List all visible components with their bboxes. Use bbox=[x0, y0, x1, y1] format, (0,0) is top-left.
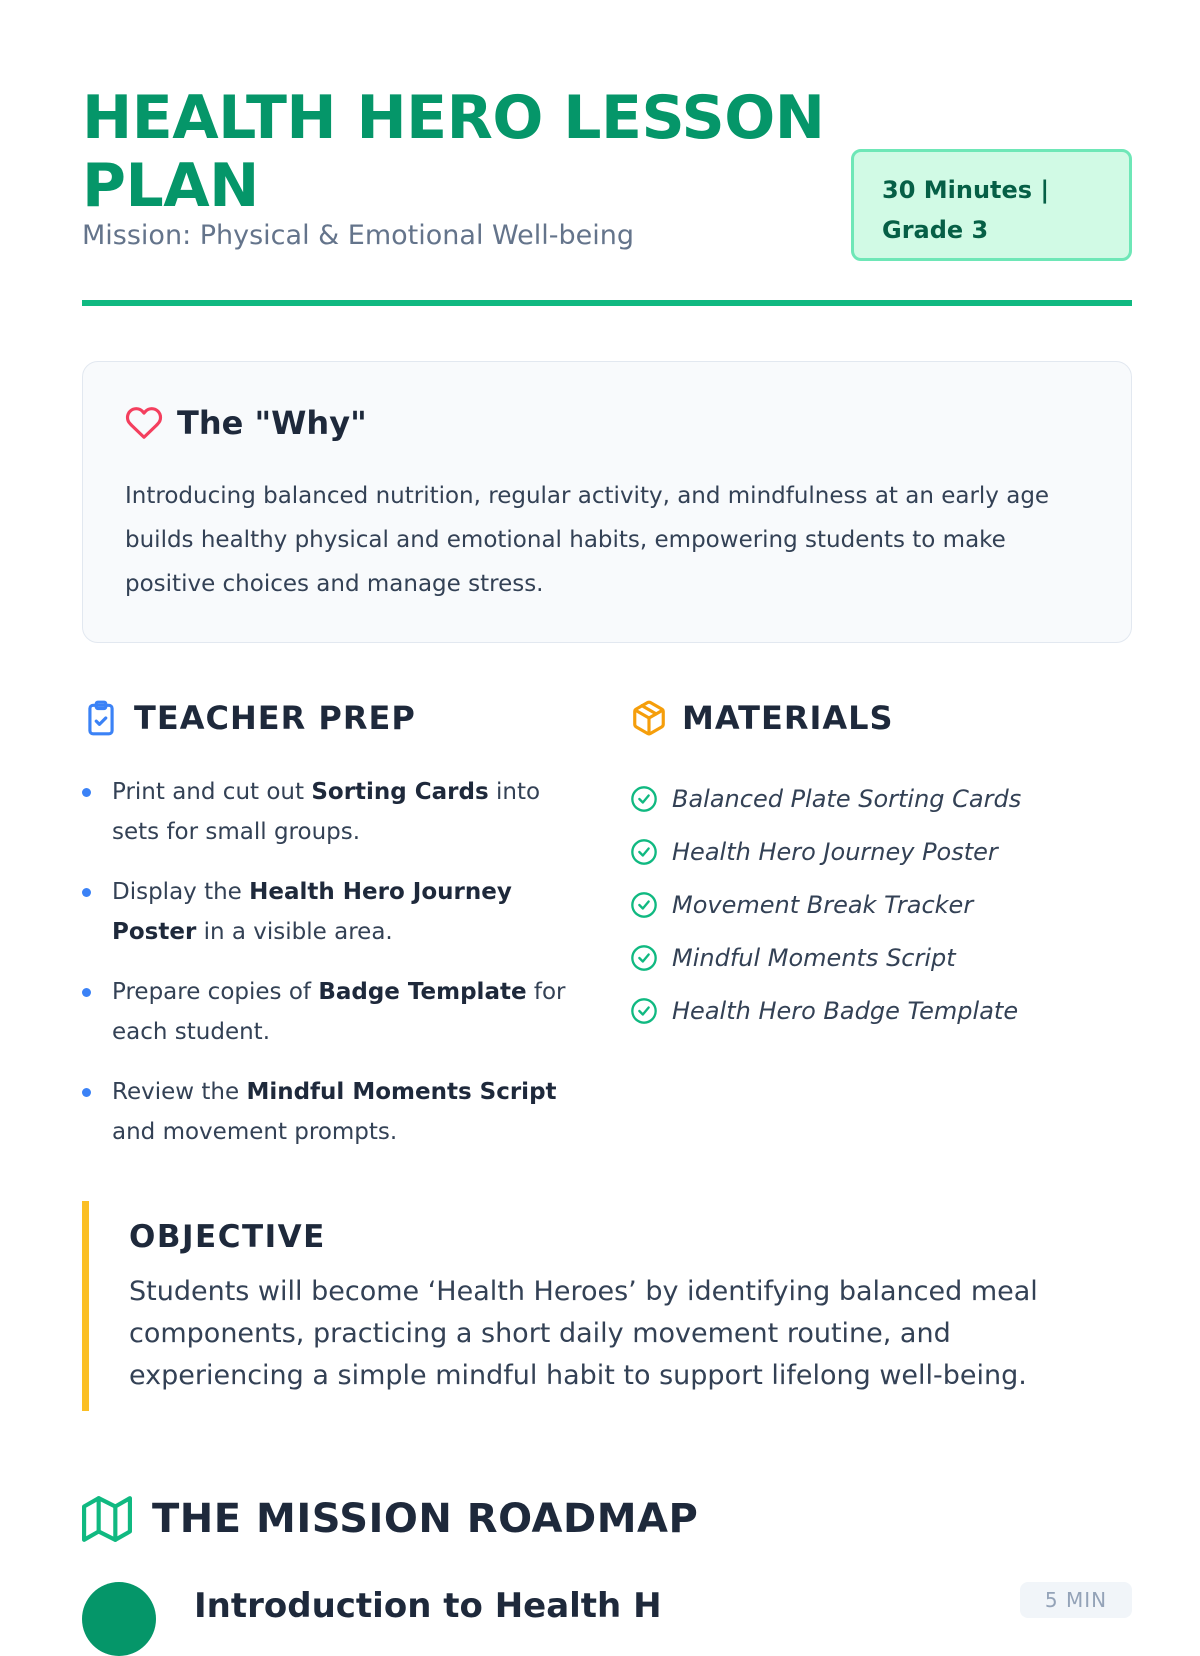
prep-bold: Mindful Moments Script bbox=[246, 1079, 557, 1105]
roadmap-heading bbox=[82, 1494, 698, 1544]
prep-item bbox=[82, 1072, 582, 1152]
teacher-prep-list bbox=[82, 772, 582, 1152]
material-label: Health Hero Journey Poster bbox=[672, 837, 998, 866]
why-card bbox=[82, 361, 1132, 643]
prep-bold: Sorting Cards bbox=[311, 779, 489, 805]
page-header bbox=[82, 84, 1132, 304]
package-icon bbox=[630, 699, 668, 737]
materials-list bbox=[630, 772, 1130, 1037]
objective-text: Students will become ‘Health Heroes’ by identifying balanced meal components, practicing a short daily movement routine, and experiencing a simple mindful habit to support lifelong well-being. bbox=[129, 1276, 1038, 1391]
material-label: Mindful Moments Script bbox=[672, 943, 956, 972]
heart-icon bbox=[125, 404, 163, 442]
check-circle-icon bbox=[630, 997, 658, 1025]
lesson-plan-page bbox=[82, 0, 1132, 1626]
check-circle-icon bbox=[630, 891, 658, 919]
teacher-prep-section bbox=[82, 698, 582, 1172]
prep-text: and movement prompts. bbox=[112, 1119, 398, 1145]
prep-text: Prepare copies of bbox=[112, 979, 319, 1005]
material-label: Balanced Plate Sorting Cards bbox=[672, 784, 1022, 813]
material-item bbox=[630, 931, 1130, 984]
roadmap-step bbox=[82, 1582, 1132, 1626]
check-circle-icon bbox=[630, 838, 658, 866]
prep-text: into sets for small groups. bbox=[112, 779, 541, 845]
clipboard-check-icon bbox=[82, 699, 120, 737]
page-title: HEALTH HERO LESSON PLAN bbox=[82, 83, 825, 221]
prep-text: Review the bbox=[112, 1079, 247, 1105]
material-item bbox=[630, 984, 1130, 1037]
materials-heading bbox=[630, 698, 1130, 738]
check-circle-icon bbox=[630, 785, 658, 813]
objective-callout bbox=[82, 1201, 1132, 1411]
materials-title: MATERIALS bbox=[682, 699, 894, 737]
header-divider bbox=[82, 300, 1132, 306]
why-title: The "Why" bbox=[177, 404, 367, 442]
step-title: Introduction to Health H bbox=[194, 1586, 662, 1626]
material-label: Health Hero Badge Template bbox=[672, 996, 1019, 1025]
prep-text: in a visible area. bbox=[196, 919, 393, 945]
material-item bbox=[630, 825, 1130, 878]
why-text: Introducing balanced nutrition, regular activity, and mindfulness at an early age builds healthy physical and emotional habits, empowering students to make positive choices and manage stress. bbox=[125, 483, 1050, 597]
step-duration-badge: 5 MIN bbox=[1020, 1582, 1132, 1618]
prep-bold: Badge Template bbox=[318, 979, 527, 1005]
grade-label: Grade 3 bbox=[882, 216, 989, 244]
why-heading bbox=[125, 404, 367, 442]
duration-grade-badge bbox=[851, 149, 1132, 261]
page-subtitle: Mission: Physical & Emotional Well-being bbox=[82, 220, 634, 251]
teacher-prep-heading bbox=[82, 698, 582, 738]
duration-label: 30 Minutes | bbox=[882, 176, 1050, 204]
material-item bbox=[630, 772, 1130, 825]
prep-item bbox=[82, 972, 582, 1052]
objective-title: OBJECTIVE bbox=[129, 1219, 326, 1255]
prep-item bbox=[82, 872, 582, 952]
prep-text: for each student. bbox=[112, 979, 566, 1045]
check-circle-icon bbox=[630, 944, 658, 972]
materials-section bbox=[630, 698, 1130, 1037]
prep-text: Display the bbox=[112, 879, 250, 905]
material-label: Movement Break Tracker bbox=[672, 890, 974, 919]
step-marker bbox=[82, 1582, 156, 1656]
map-icon bbox=[82, 1494, 132, 1544]
prep-bold: Health Hero Journey Poster bbox=[112, 879, 512, 945]
material-item bbox=[630, 878, 1130, 931]
prep-text: Print and cut out bbox=[112, 779, 312, 805]
teacher-prep-title: TEACHER PREP bbox=[134, 699, 416, 737]
prep-item bbox=[82, 772, 582, 852]
roadmap-title: THE MISSION ROADMAP bbox=[152, 1496, 699, 1542]
